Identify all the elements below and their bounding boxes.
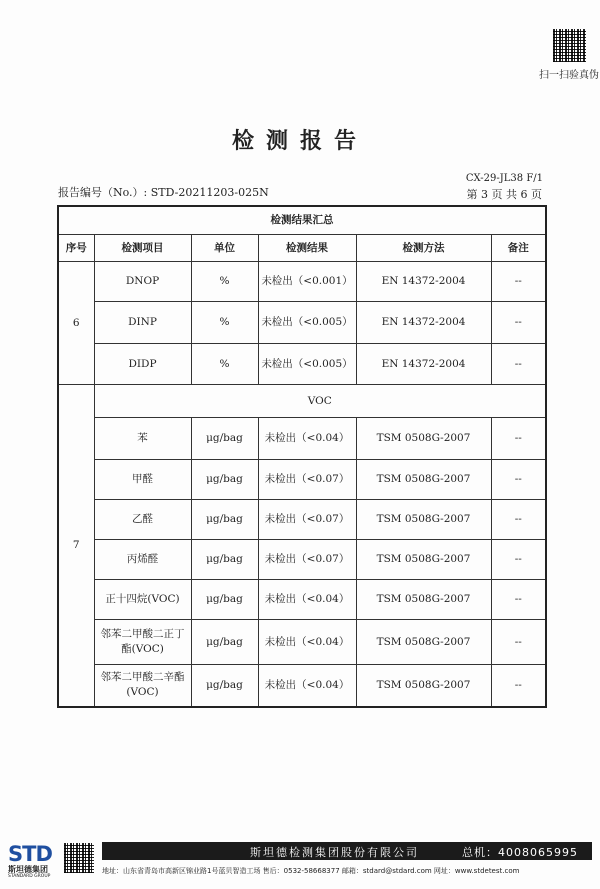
section-row [58,385,546,418]
unit-cell: μg/bag [191,620,258,665]
unit-cell: % [191,262,258,302]
qr-caption: 扫一扫验真伪 [539,70,599,81]
seal-edge [585,178,593,288]
std-logo: STD 斯坦德集团 STANDARD GROUP [8,842,52,879]
method-cell: TSM 0508G-2007 [356,418,491,460]
item-cell: 苯 [94,418,191,460]
item-cell: 邻苯二甲酸二辛酯(VOC) [94,665,191,707]
result-cell: 未检出（<0.07） [258,460,356,500]
remark-cell: -- [491,580,546,620]
result-cell: 未检出（<0.07） [258,540,356,580]
item-cell: 甲醛 [94,460,191,500]
header-item: 检测项目 [94,235,191,262]
footer-bar [102,842,592,860]
hotline: 总机：4008065995 [462,846,578,859]
report-number: 报告编号（No.）: STD-20211203-025N [58,186,269,199]
table-row [58,620,546,665]
table-title: 检测结果汇总 [58,206,546,235]
verification-qr-code [553,29,586,62]
method-cell: TSM 0508G-2007 [356,580,491,620]
remark-cell: -- [491,344,546,385]
method-cell: TSM 0508G-2007 [356,500,491,540]
unit-cell: μg/bag [191,540,258,580]
remark-cell: -- [491,540,546,580]
table-row [58,580,546,620]
unit-cell: μg/bag [191,460,258,500]
item-cell: 乙醛 [94,500,191,540]
result-cell: 未检出（<0.005） [258,302,356,344]
unit-cell: % [191,302,258,344]
remark-cell: -- [491,460,546,500]
table-row [58,344,546,385]
method-cell: TSM 0508G-2007 [356,620,491,665]
footer-qr-code [64,843,94,873]
method-cell: TSM 0508G-2007 [356,540,491,580]
item-cell: 正十四烷(VOC) [94,580,191,620]
unit-cell: μg/bag [191,665,258,707]
remark-cell: -- [491,302,546,344]
form-code: CX-29-JL38 F/1 [465,173,543,184]
result-cell: 未检出（<0.04） [258,580,356,620]
document-title: 检测报告 [231,128,368,154]
unit-cell: μg/bag [191,500,258,540]
header-result: 检测结果 [258,235,356,262]
table-row [58,262,546,302]
item-cell: 邻苯二甲酸二正丁酯(VOC) [94,620,191,665]
remark-cell: -- [491,500,546,540]
table-row [58,500,546,540]
remark-cell: -- [491,262,546,302]
method-cell: EN 14372-2004 [356,262,491,302]
footer-address: 地址：山东省青岛市高新区锦业路1号蓝贝智造工场 售后：0532-58668377 邮箱：stdard@stdard.com 网址：www.stdetest.com [102,867,520,875]
result-cell: 未检出（<0.04） [258,665,356,707]
item-cell: 丙烯醛 [94,540,191,580]
item-cell: DNOP [94,262,191,302]
unit-cell: μg/bag [191,580,258,620]
remark-cell: -- [491,418,546,460]
remark-cell: -- [491,620,546,665]
table-row [58,665,546,707]
item-cell: DIDP [94,344,191,385]
table-row [58,418,546,460]
table-row [58,302,546,344]
table-row [58,460,546,500]
table-row [58,540,546,580]
result-cell: 未检出（<0.04） [258,620,356,665]
result-cell: 未检出（<0.07） [258,500,356,540]
results-table [57,205,547,708]
company-name: 斯坦德检测集团股份有限公司 [250,846,419,859]
method-cell: TSM 0508G-2007 [356,460,491,500]
section-title: VOC [94,385,546,418]
header-unit: 单位 [191,235,258,262]
header-no: 序号 [58,235,94,262]
row-number: 7 [58,385,94,707]
header-method: 检测方法 [356,235,491,262]
unit-cell: μg/bag [191,418,258,460]
result-cell: 未检出（<0.04） [258,418,356,460]
result-cell: 未检出（<0.001） [258,262,356,302]
unit-cell: % [191,344,258,385]
method-cell: TSM 0508G-2007 [356,665,491,707]
item-cell: DINP [94,302,191,344]
result-cell: 未检出（<0.005） [258,344,356,385]
method-cell: EN 14372-2004 [356,302,491,344]
remark-cell: -- [491,665,546,707]
header-remark: 备注 [491,235,546,262]
page-number: 第 3 页 共 6 页 [466,188,542,201]
method-cell: EN 14372-2004 [356,344,491,385]
row-number: 6 [58,262,94,385]
